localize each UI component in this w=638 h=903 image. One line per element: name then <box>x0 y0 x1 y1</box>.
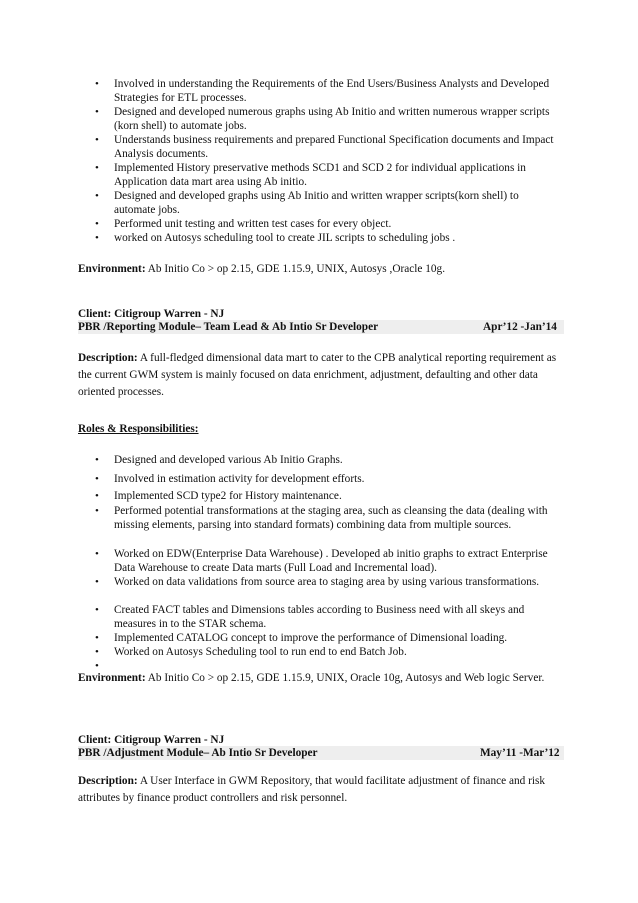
responsibilities-list-2 <box>114 453 554 673</box>
environment-line-1 <box>78 262 566 276</box>
role-title: PBR /Adjustment Module– Ab Intio Sr Developer <box>78 747 318 759</box>
description-label: Description: <box>78 775 138 787</box>
description-text: A User Interface in GWM Repository, that would facilitate adjustment of finance and risk attributes by finance product controllers and risk personnel. <box>78 775 546 804</box>
list-item: • Involved in estimation activity for development efforts. <box>114 472 554 489</box>
list-item: • worked on Autosys scheduling tool to create JIL scripts to scheduling jobs . <box>114 231 554 245</box>
description-text: A full-fledged dimensional data mart to cater to the CPB analytical reporting requirement as the current GWM system is mainly focused on data enrichment, adjustment, defaulting and other data oriented processes. <box>78 352 557 398</box>
list-item: • Designed and developed various Ab Initio Graphs. <box>114 453 554 472</box>
list-item: • Designed and developed graphs using Ab Initio and written wrapper scripts(korn shell) to automate jobs. <box>114 189 554 217</box>
description-block <box>78 350 566 401</box>
environment-label: Environment: <box>78 263 146 275</box>
description-label: Description: <box>78 352 138 364</box>
list-item: • Implemented History preservative methods SCD1 and SCD 2 for individual applications in Application data mart area using Ab initio. <box>114 161 554 189</box>
list-item: • Designed and developed numerous graphs using Ab Initio and written numerous wrapper scripts (korn shell) to automate jobs. <box>114 105 554 133</box>
list-item: • Implemented SCD type2 for History maintenance. <box>114 489 554 504</box>
list-item: • Worked on data validations from source area to staging area by using various transformations. <box>114 575 554 603</box>
list-item: • Created FACT tables and Dimensions tables according to Business need with all skeys and measures in to the STAR schema. <box>114 603 554 631</box>
list-item: • Performed potential transformations at the staging area, such as cleansing the data (dealing with missing elements, parsing into standard formats) combining data from multiple sources. <box>114 504 554 547</box>
environment-value: Ab Initio Co > op 2.15, GDE 1.15.9, UNIX, Oracle 10g, Autosys and Web logic Server. <box>145 672 545 684</box>
environment-value: Ab Initio Co > op 2.15, GDE 1.15.9, UNIX, Autosys ,Oracle 10g. <box>145 263 446 275</box>
list-item: • Performed unit testing and written test cases for every object. <box>114 217 554 231</box>
responsibilities-list-1 <box>114 77 554 245</box>
description-block <box>78 773 566 807</box>
list-item: • Worked on EDW(Enterprise Data Warehouse) . Developed ab initio graphs to extract Enterprise Data Warehouse to create Data marts (Full Load and Incremental load). <box>114 547 554 575</box>
date-range: Apr’12 -Jan’14 <box>483 321 557 333</box>
role-title: PBR /Reporting Module– Team Lead & Ab Intio Sr Developer <box>78 321 379 333</box>
list-item: • Implemented CATALOG concept to improve the performance of Dimensional loading. <box>114 631 554 645</box>
list-item: • Understands business requirements and prepared Functional Specification documents and Impact Analysis documents. <box>114 133 554 161</box>
list-item: • Worked on Autosys Scheduling tool to run end to end Batch Job. <box>114 645 554 659</box>
roles-heading: Roles & Responsibilities: <box>78 423 199 435</box>
client-line: Client: Citigroup Warren - NJ <box>78 734 225 746</box>
environment-label: Environment: <box>78 672 146 684</box>
list-item: • Involved in understanding the Requirements of the End Users/Business Analysts and Developed Strategies for ETL processes. <box>114 77 554 105</box>
client-line: Client: Citigroup Warren - NJ <box>78 308 225 320</box>
date-range: May’11 -Mar’12 <box>480 747 560 759</box>
environment-line-2 <box>78 670 566 687</box>
